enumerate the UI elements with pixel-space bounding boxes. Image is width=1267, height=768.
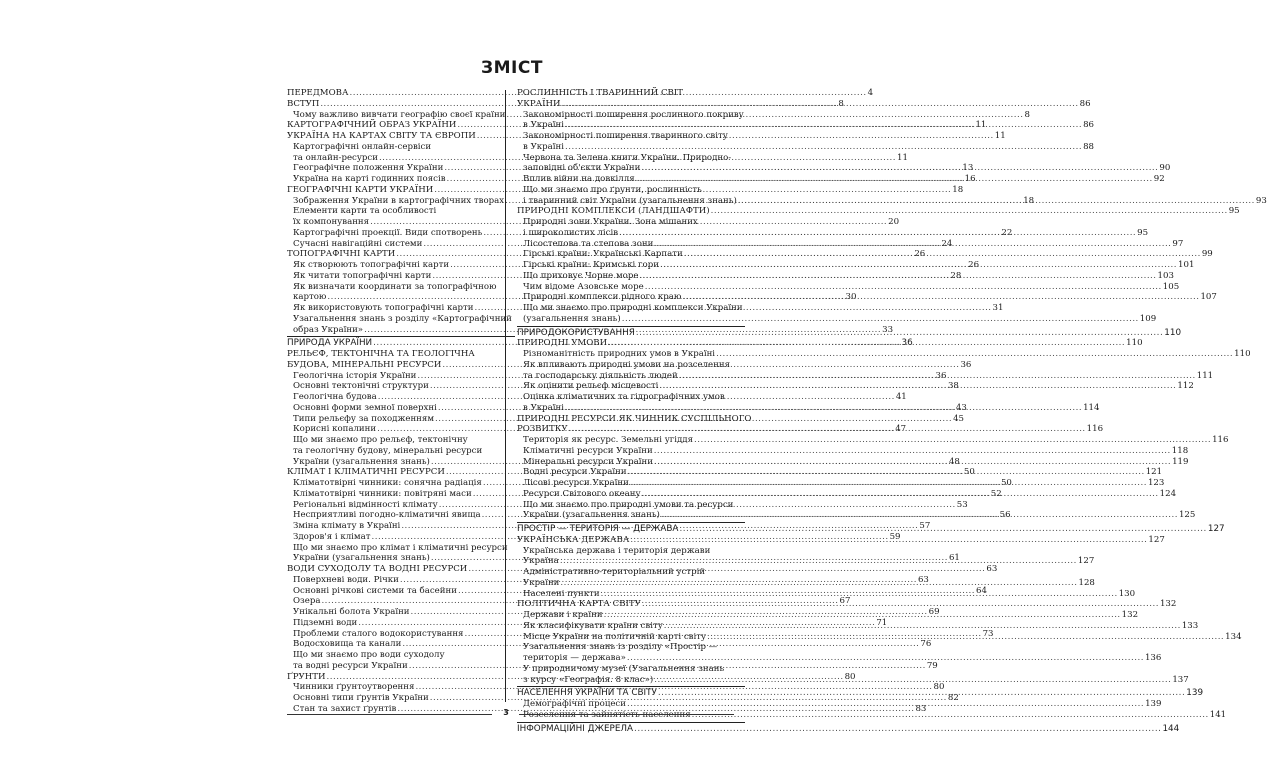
toc-page-number: 105 — [1162, 281, 1180, 292]
toc-page-number: 22 — [1001, 227, 1013, 238]
toc-entry-title: Як читати топографічні карти — [293, 270, 432, 281]
toc-page-number: 38 — [947, 381, 959, 392]
toc-entry-title: Картографічні онлайн-сервіси — [293, 141, 432, 152]
dot-leader — [654, 239, 1171, 250]
toc-page-number: 30 — [845, 292, 857, 303]
toc-page-number: 57 — [919, 521, 931, 531]
toc-entry-title: Українська держава і територія держави — [523, 545, 711, 556]
dot-leader — [627, 653, 1144, 664]
toc-entry-title: Територія як ресурс. Земельні угіддя — [523, 435, 694, 445]
dot-leader — [716, 349, 1233, 360]
toc-entry-title: Чинники ґрунтоутворення — [293, 682, 415, 693]
toc-page-number: 80 — [933, 682, 945, 693]
toc-entry-title: України (узагальнення знань) — [523, 510, 660, 521]
toc-page-number: 76 — [920, 639, 932, 650]
page-title: ЗМІСТ — [481, 58, 543, 78]
toc-entry-title: Основні типи ґрунтів України — [293, 693, 429, 703]
toc-page-number: 125 — [1178, 510, 1196, 521]
toc-page-number: 16 — [964, 174, 976, 184]
toc-page-number: 79 — [926, 660, 938, 671]
toc-entry-title: і широколистих лісів — [523, 227, 619, 238]
toc-entry-title: Україна на карті годинних поясів — [293, 174, 446, 184]
dot-leader — [636, 174, 1153, 185]
dot-leader — [654, 675, 1171, 686]
dot-leader — [661, 510, 1178, 521]
toc-page-number: 63 — [917, 574, 929, 585]
toc-page-number: 11 — [975, 120, 987, 131]
toc-page-number: 73 — [982, 628, 994, 639]
toc-entry-title: Лісові ресурси України — [523, 478, 629, 488]
toc-entry-title: Поверхневі води. Річки — [293, 574, 399, 585]
toc-entry-title: ВОДИ СУХОДОЛУ ТА ВОДНІ РЕСУРСИ — [287, 564, 468, 574]
toc-page-number: 59 — [889, 531, 901, 542]
toc-entry-title: Що ми знаємо про води суходолу — [293, 650, 445, 660]
toc-entry-title: Закономірності поширення тваринного світу — [523, 131, 728, 141]
toc-page-number: 127 — [1148, 534, 1165, 545]
toc-section-heading — [517, 722, 1180, 735]
toc-entry-title: Геологічна історія України — [293, 370, 417, 381]
toc-entry-title: Гірські країни: Кримські гори — [523, 260, 659, 270]
toc-entry-title: Елементи карти та особливості — [293, 206, 437, 217]
toc-page-number: 71 — [876, 617, 888, 628]
toc-page-number: 123 — [1147, 478, 1165, 488]
toc-entry-title: Чим відоме Азовське море — [523, 281, 644, 292]
toc-entry-title: Кліматичні ресурси України — [523, 445, 653, 456]
column-divider — [505, 90, 506, 702]
toc-entry-title: ПРИРОДНІ РЕСУРСИ ЯК ЧИННИК СУСПІЛЬНОГО — [517, 413, 752, 424]
toc-entry-title: та онлайн-ресурси — [293, 152, 378, 163]
toc-entry-title: ВСТУП — [287, 98, 320, 109]
toc-entry-title: ГЕОГРАФІЧНІ КАРТИ УКРАЇНИ — [287, 184, 434, 195]
toc-entry-title: УКРАЇНСЬКА ДЕРЖАВА — [517, 534, 630, 545]
toc-page-number: 136 — [1144, 653, 1162, 663]
footer-rule-left — [287, 714, 492, 715]
toc-page-number: 139 — [1145, 699, 1162, 709]
dot-leader — [619, 228, 1136, 239]
toc-entry-title: Як класифікувати країни світу — [523, 620, 663, 631]
toc-entry-title: Озера — [293, 596, 321, 607]
toc-entry-title: Оцінка кліматичних та гідрографічних умов — [523, 392, 725, 402]
toc-entry-title: Географічне положення України — [293, 163, 444, 174]
dot-leader — [630, 535, 1147, 546]
toc-entry-title: УКРАЇНА НА КАРТАХ СВІТУ ТА ЄВРОПИ — [287, 131, 476, 141]
toc-entry — [517, 709, 1227, 721]
toc-page-number: 24 — [941, 238, 953, 249]
toc-page-number: 124 — [1159, 488, 1177, 499]
toc-page-number: 36 — [960, 359, 972, 370]
toc-entry-title: Здоров'я і клімат — [293, 531, 371, 542]
toc-page-number: 69 — [928, 607, 940, 617]
toc-entry-title: КЛІМАТ І КЛІМАТИЧНІ РЕСУРСИ — [287, 467, 445, 478]
toc-entry-title: Проблеми сталого водокористування — [293, 628, 464, 639]
toc-page-number: 48 — [948, 456, 960, 467]
toc-page-number: 110 — [1164, 327, 1182, 338]
toc-page-number: 26 — [968, 260, 980, 270]
toc-chapter-entry — [517, 88, 1091, 110]
toc-entry-title: Як впливають природні умови на розселення — [523, 359, 731, 370]
dot-leader — [636, 328, 1163, 339]
dot-leader — [560, 578, 1077, 589]
toc-entry-title: України — [523, 577, 560, 588]
toc-page-number: 133 — [1181, 620, 1199, 631]
toc-page-number: 18 — [1023, 195, 1035, 206]
toc-page-number: 83 — [915, 703, 927, 714]
toc-entry-title: Природні зони України. Зона мішаних — [523, 217, 698, 227]
toc-entry-title: Червона та Зелена книги України. Природно- — [523, 152, 732, 163]
toc-page-number: 8 — [1024, 109, 1030, 120]
toc-page-number: 45 — [953, 413, 965, 424]
toc-page-number: 132 — [1121, 610, 1139, 620]
toc-entry-title: та господарську діяльність людей — [523, 370, 678, 381]
toc-page-number: 82 — [947, 693, 959, 703]
dot-leader — [660, 260, 1177, 271]
toc-entry — [287, 682, 945, 693]
toc-entry-title: Як створюють топографічні карти — [293, 260, 450, 270]
toc-page-number: 8 — [838, 98, 844, 109]
dot-leader — [639, 271, 1156, 282]
dot-leader — [654, 446, 1171, 457]
dot-leader — [562, 99, 1079, 110]
toc-entry-title: Держави і країни — [523, 610, 603, 620]
toc-entry-title: БУДОВА, МІНЕРАЛЬНІ РЕСУРСИ — [287, 359, 442, 370]
toc-entry-title: картою — [293, 292, 327, 303]
dot-leader — [608, 338, 1125, 349]
toc-page-number: 67 — [839, 596, 851, 607]
toc-page-number: 11 — [994, 131, 1006, 141]
toc-entry-title: Адміністративно-територіальний устрій — [523, 567, 706, 577]
toc-entry-title: Демографічні процеси — [523, 699, 626, 709]
dot-leader — [627, 699, 1144, 710]
toc-entry-title: Типи рельєфу за походженням — [293, 413, 435, 424]
toc-entry-title: Розселення та зайнятість населення — [523, 709, 691, 720]
toc-page-number: 52 — [990, 488, 1002, 499]
dot-leader — [569, 424, 1086, 435]
toc-entry-title: НАСЕЛЕННЯ УКРАЇНИ ТА СВІТУ — [517, 688, 657, 699]
page-number: 3 — [503, 708, 509, 717]
toc-entry-title: Населені пункти — [523, 588, 600, 599]
toc-entry-title: ПОЛІТИЧНА КАРТА СВІТУ — [517, 599, 641, 610]
dot-leader — [565, 142, 1082, 153]
toc-page-number: 86 — [1083, 120, 1095, 131]
toc-page-number: 47 — [895, 424, 907, 435]
dot-leader — [711, 206, 1228, 217]
toc-entry-title: ТОПОГРАФІЧНІ КАРТИ — [287, 249, 396, 260]
toc-entry-title: Унікальні болота України — [293, 607, 410, 617]
toc-entry-title: Водосховища та канали — [293, 639, 402, 650]
toc-page-number: 43 — [955, 402, 967, 413]
dot-leader — [707, 632, 1224, 643]
toc-page-number: 11 — [897, 152, 908, 163]
dot-leader — [604, 610, 1121, 621]
toc-page-number: 110 — [1234, 349, 1251, 359]
toc-entry-title: Картографічні проекції. Види спотворень — [293, 227, 483, 238]
toc-entry — [517, 435, 1229, 446]
toc-page-number: 112 — [1177, 381, 1194, 392]
dot-leader — [738, 196, 1255, 207]
toc-entry-title: Несприятливі погодно-кліматичні явища — [293, 510, 481, 521]
toc-entry-title: Як використовують топографічні карти — [293, 303, 474, 313]
toc-entry-title: Зображення України в картографічних творах — [293, 195, 505, 206]
toc-entry-title: Природні комплекси рідного краю — [523, 292, 682, 303]
toc-entry-title: Що ми знаємо про природні умови та ресурси — [523, 499, 734, 510]
toc-entry-title: КАРТОГРАФІЧНИЙ ОБРАЗ УКРАЇНИ — [287, 120, 457, 131]
toc-entry-title: ПРИРОДА УКРАЇНИ — [287, 338, 373, 349]
toc-page-number: 132 — [1159, 599, 1177, 610]
toc-entry — [517, 281, 1180, 293]
toc-page-number: 36 — [935, 370, 947, 381]
toc-page-number: 33 — [882, 324, 894, 335]
toc-entry-title: Стан та захист ґрунтів — [293, 703, 397, 714]
toc-page-number: 90 — [1159, 163, 1171, 174]
toc-page-number: 80 — [844, 671, 856, 682]
toc-entry-title: Чому важливо вивчати географію своєї країни — [293, 109, 506, 120]
dot-leader — [642, 489, 1159, 500]
toc-page-number: 128 — [1078, 577, 1095, 588]
toc-page-number: 31 — [992, 303, 1004, 313]
toc-entry-title: України (узагальнення знань) — [293, 456, 430, 467]
toc-entry-title: Лісостепова та степова зони — [523, 238, 654, 249]
toc-entry-title: ПЕРЕДМОВА — [287, 88, 349, 98]
toc-page-number: 88 — [1083, 141, 1095, 152]
toc-entry-title: УКРАЇНИ — [517, 98, 561, 109]
toc-entry-title: та водні ресурси України — [293, 660, 408, 671]
toc-entry-title: та геологічну будову, мінеральні ресурси — [293, 445, 483, 456]
toc-page-number: 18 — [952, 184, 964, 195]
toc-entry-title: Основні форми земної поверхні — [293, 402, 437, 413]
toc-page-number: 118 — [1171, 445, 1189, 456]
dot-leader — [622, 314, 1139, 325]
toc-page-number: 92 — [1153, 174, 1165, 184]
toc-page-number: 119 — [1172, 456, 1189, 467]
toc-entry-title: Узагальнення знань з розділу «Картографічний — [293, 313, 512, 324]
toc-page-number: 61 — [948, 553, 960, 564]
toc-entry-title: в Україні — [523, 402, 565, 413]
dot-leader — [664, 621, 1181, 632]
toc-entry-title: Що ми знаємо про ґрунти, рослинність — [523, 184, 702, 195]
toc-page-number: 97 — [1172, 238, 1184, 249]
toc-entry-title: Як визначати координати за топографічною — [293, 281, 497, 292]
dot-leader — [630, 478, 1147, 489]
toc-entry — [517, 349, 1251, 360]
toc-entry-title: образ України» — [293, 324, 364, 335]
dot-leader — [634, 724, 1161, 735]
dot-leader — [641, 163, 1158, 174]
toc-entry-title: РОЗВИТКУ — [517, 424, 568, 435]
toc-entry-title: У природничому музеї (Узагальнення знань — [523, 663, 725, 674]
toc-entry-title: Узагальнення знань із розділу «Простір — — [523, 642, 718, 653]
toc-page-number: 53 — [956, 499, 968, 510]
toc-page-number: 36 — [901, 338, 913, 349]
dot-leader — [565, 403, 1082, 414]
toc-entry-title: Основні річкові системи та басейни — [293, 585, 457, 596]
toc-page-number: 114 — [1083, 402, 1100, 413]
toc-entry-title: Як оцінити рельєф місцевості — [523, 381, 659, 392]
toc-page-number: 20 — [888, 217, 900, 227]
dot-leader — [684, 249, 1201, 260]
toc-entry-title: Регіональні відмінності клімату — [293, 499, 438, 510]
toc-page-number: 13 — [962, 163, 974, 174]
toc-page-number: 50 — [1000, 478, 1012, 488]
dot-leader — [654, 457, 1171, 468]
toc-entry-title: РЕЛЬЄФ, ТЕКТОНІЧНА ТА ГЕОЛОГІЧНА — [287, 349, 475, 359]
toc-entry-title: територія — держава» — [523, 653, 626, 663]
toc-page-number: 130 — [1118, 588, 1136, 599]
toc-entry — [517, 445, 1189, 457]
toc-entry-title: Сучасні навігаційні системи — [293, 238, 423, 249]
toc-entry-title: РОСЛИННІСТЬ І ТВАРИННИЙ СВІТ — [517, 88, 683, 98]
toc-page-number: 4 — [867, 88, 874, 98]
toc-entry-title: Закономірності поширення рослинного покриву — [523, 109, 744, 120]
toc-page-number: 134 — [1225, 631, 1242, 642]
toc-page-number: 99 — [1201, 249, 1213, 260]
toc-entry-title: заповідні об'єкти України — [523, 163, 641, 174]
toc-entry-title: ҐРУНТИ — [287, 671, 326, 682]
toc-entry-title: їх компонування — [293, 217, 370, 227]
toc-entry-title: Кліматотвірні чинники: сонячна радіація — [293, 478, 482, 488]
toc-entry-title: в Україні — [523, 141, 565, 152]
dot-leader — [679, 371, 1196, 382]
toc-page-number: 86 — [1079, 98, 1091, 109]
toc-page-number: 101 — [1178, 260, 1195, 270]
toc-entry-title: Кліматотвірні чинники: повітряні маси — [293, 488, 472, 499]
footer-rule-right — [519, 714, 734, 715]
dot-leader — [679, 524, 1206, 535]
toc-page-number: 116 — [1212, 435, 1229, 445]
dot-leader — [645, 282, 1162, 293]
toc-page-number: 64 — [976, 585, 987, 596]
toc-entry-title: і тваринний світ України (узагальнення знань) — [523, 195, 737, 206]
toc-entry-title: ПРИРОДОКОРИСТУВАННЯ — [517, 327, 635, 338]
toc-page-number: 50 — [963, 467, 975, 478]
toc-page-number: 63 — [986, 564, 998, 574]
toc-page-number: 121 — [1145, 467, 1163, 478]
toc-page-number: 107 — [1200, 292, 1217, 303]
toc-entry-title: (узагальнення знань) — [523, 313, 621, 324]
toc-page-number: 93 — [1255, 195, 1267, 206]
dot-leader — [658, 688, 1185, 699]
toc-entry-title: Вплив війни на довкілля — [523, 174, 635, 184]
dot-leader — [560, 556, 1077, 567]
toc-page-number: 109 — [1139, 313, 1157, 324]
toc-page-number: 110 — [1126, 338, 1143, 349]
toc-entry-title: ПРОСТІР — ТЕРИТОРІЯ — ДЕРЖАВА — [517, 524, 679, 534]
toc-entry-title: з курсу «Географія. 8 клас») — [523, 674, 654, 685]
toc-page-number: 95 — [1137, 227, 1149, 238]
toc-entry-title: Що ми знаємо про рельєф, тектонічну — [293, 435, 468, 445]
toc-entry-title: України (узагальнення знань) — [293, 553, 430, 564]
toc-entry-title: Різноманітність природних умов в Україні — [523, 349, 716, 359]
toc-page-number: 111 — [1196, 370, 1214, 381]
toc-page-number: 28 — [950, 270, 962, 281]
toc-entry-title: Місце України на політичній карті світу — [523, 631, 707, 642]
dot-leader — [694, 435, 1211, 446]
dot-leader — [628, 467, 1145, 478]
toc-page-number: 127 — [1207, 524, 1225, 534]
toc-page-number: 41 — [895, 392, 907, 402]
toc-page-number: 95 — [1228, 206, 1240, 217]
toc-entry-title: Що ми знаємо про клімат і кліматичні ресурси — [293, 542, 508, 553]
toc-entry-title: Україна — [523, 556, 559, 567]
toc-page-number: 56 — [999, 510, 1011, 521]
toc-entry-title: Зміна клімату в Україні — [293, 521, 401, 531]
toc-entry-title: Що ми знаємо про природні комплекси України — [523, 303, 743, 313]
toc-page-number: 127 — [1077, 556, 1095, 567]
toc-chapter-entry — [517, 206, 1240, 217]
toc-entry-title: Водні ресурси України — [523, 467, 627, 478]
dot-leader — [692, 710, 1209, 721]
toc-page-number: 26 — [914, 249, 926, 260]
dot-leader — [601, 589, 1118, 600]
toc-entry-title: Що приховує Чорне море — [523, 270, 639, 281]
toc-entry-title: Ресурси Світового океану — [523, 488, 641, 499]
toc-page-number: 116 — [1086, 424, 1104, 435]
toc-entry-title: ІНФОРМАЦІЙНІ ДЖЕРЕЛА — [517, 723, 634, 734]
dot-leader — [659, 381, 1176, 392]
toc-entry-title: Геологічна будова — [293, 392, 377, 402]
dot-leader — [565, 120, 1082, 131]
toc-page-number: 137 — [1172, 674, 1189, 685]
toc-entry-title: ПРИРОДНІ УМОВИ — [517, 338, 608, 349]
toc-entry-title: ПРИРОДНІ КОМПЛЕКСИ (ЛАНДШАФТИ) — [517, 206, 710, 217]
toc-entry-title: Корисні копалини — [293, 424, 377, 435]
toc-entry-title: в Україні — [523, 120, 565, 131]
dot-leader — [682, 292, 1199, 303]
dot-leader — [642, 599, 1159, 610]
toc-entry-title: Гірські країни: Українські Карпати — [523, 249, 683, 260]
toc-page-number: 103 — [1157, 270, 1174, 281]
toc-page-number: 144 — [1162, 723, 1180, 734]
toc-entry-title: Мінеральні ресурси України — [523, 456, 653, 467]
toc-entry-title: Основні тектонічні структури — [293, 381, 429, 392]
toc-page-number: 139 — [1186, 688, 1204, 699]
toc-entry-title: Підземні води — [293, 617, 358, 628]
toc-page-number: 141 — [1209, 709, 1227, 720]
